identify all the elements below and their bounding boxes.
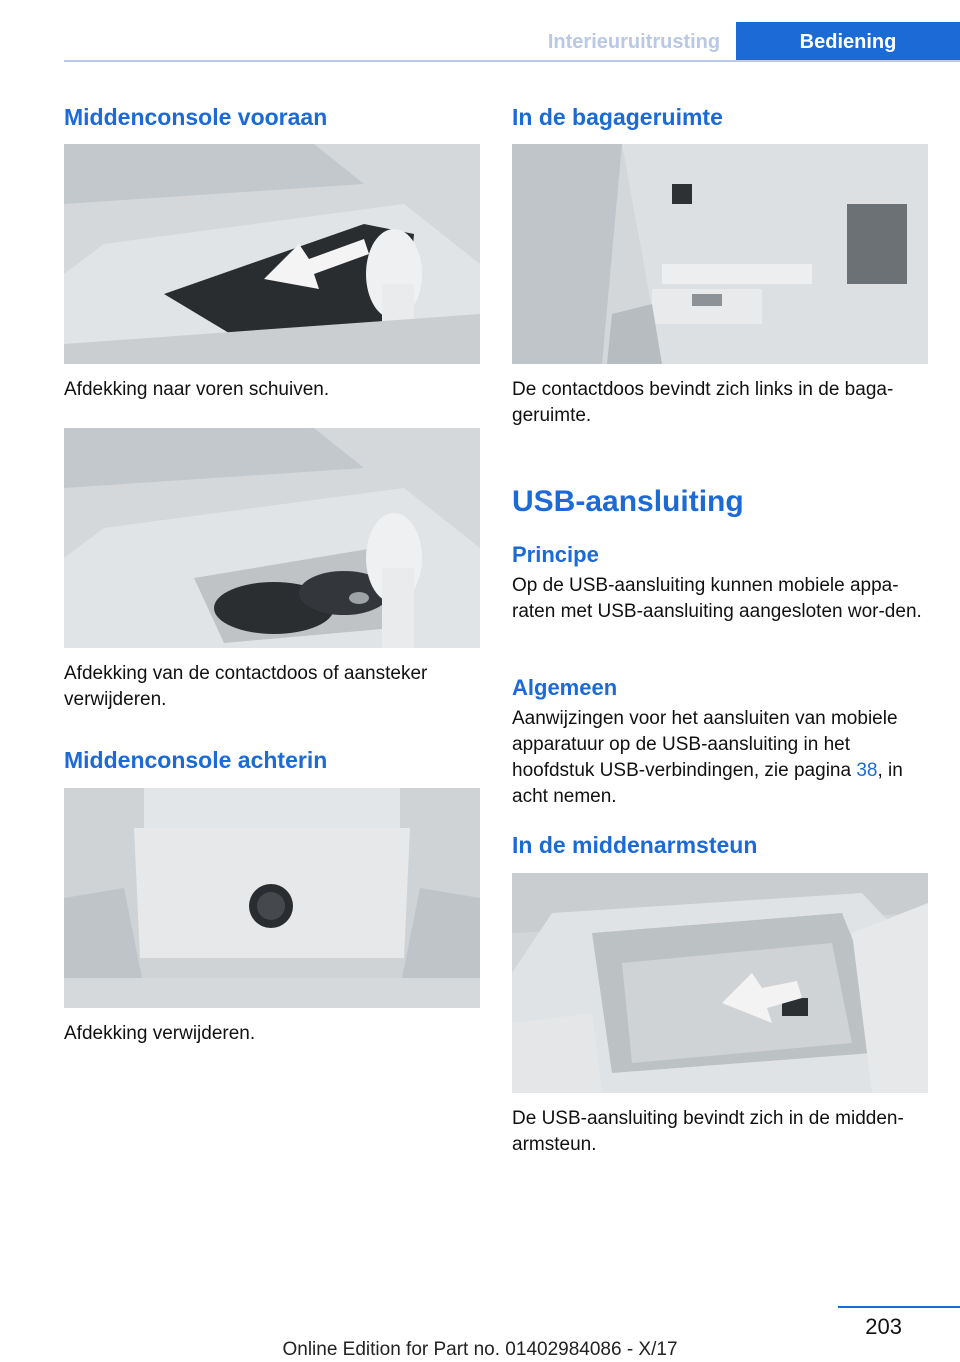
illustration-rear-console <box>64 788 480 1008</box>
header-section-tab[interactable]: Interieuruitrusting <box>547 31 721 53</box>
page-number: 203 <box>865 1314 902 1339</box>
heading-principle: Principe <box>512 542 599 567</box>
heading-trunk: In de bagageruimte <box>512 104 723 130</box>
illustration-trunk-socket <box>512 144 928 364</box>
caption-armrest-usb: De USB-aansluiting bevindt zich in de midden‐armsteun. <box>512 1108 904 1155</box>
edition-footer: Online Edition for Part no. 01402984086 - X/17 <box>282 1339 678 1360</box>
heading-armrest: In de middenarmsteun <box>512 832 758 858</box>
heading-general: Algemeen <box>512 675 618 700</box>
illustration-front-console-socket <box>64 428 480 648</box>
heading-front-console: Middenconsole vooraan <box>64 104 328 130</box>
heading-rear-console: Middenconsole achterin <box>64 747 328 773</box>
text-general-before: Aanwijzingen voor het aansluiten van mobiele apparatuur op de USB-aansluiting in het hoofdstuk USB-verbindingen, zie pagina <box>512 708 898 781</box>
caption-trunk-socket: De contactdoos bevindt zich links in de baga‐geruimte. <box>512 379 894 426</box>
illustration-front-console-slide <box>64 144 480 364</box>
text-principle: Op de USB-aansluiting kunnen mobiele appa‐raten met USB-aansluiting aangesloten wor‐den. <box>512 575 922 622</box>
illustration-armrest-usb <box>512 873 928 1093</box>
text-general-after: , in acht nemen. <box>512 760 903 807</box>
text-general <box>512 706 932 810</box>
header-rule <box>64 60 960 62</box>
header-active-tab[interactable]: Bediening <box>736 22 960 60</box>
heading-usb: USB-aansluiting <box>512 485 744 518</box>
footer-rule <box>838 1306 960 1308</box>
caption-remove-cover-socket: Afdekking van de contactdoos of aansteker verwijderen. <box>64 663 428 710</box>
caption-remove-cover: Afdekking verwijderen. <box>64 1023 256 1044</box>
caption-slide-cover: Afdekking naar voren schuiven. <box>64 379 330 400</box>
page-link-38[interactable]: 38 <box>856 760 878 781</box>
